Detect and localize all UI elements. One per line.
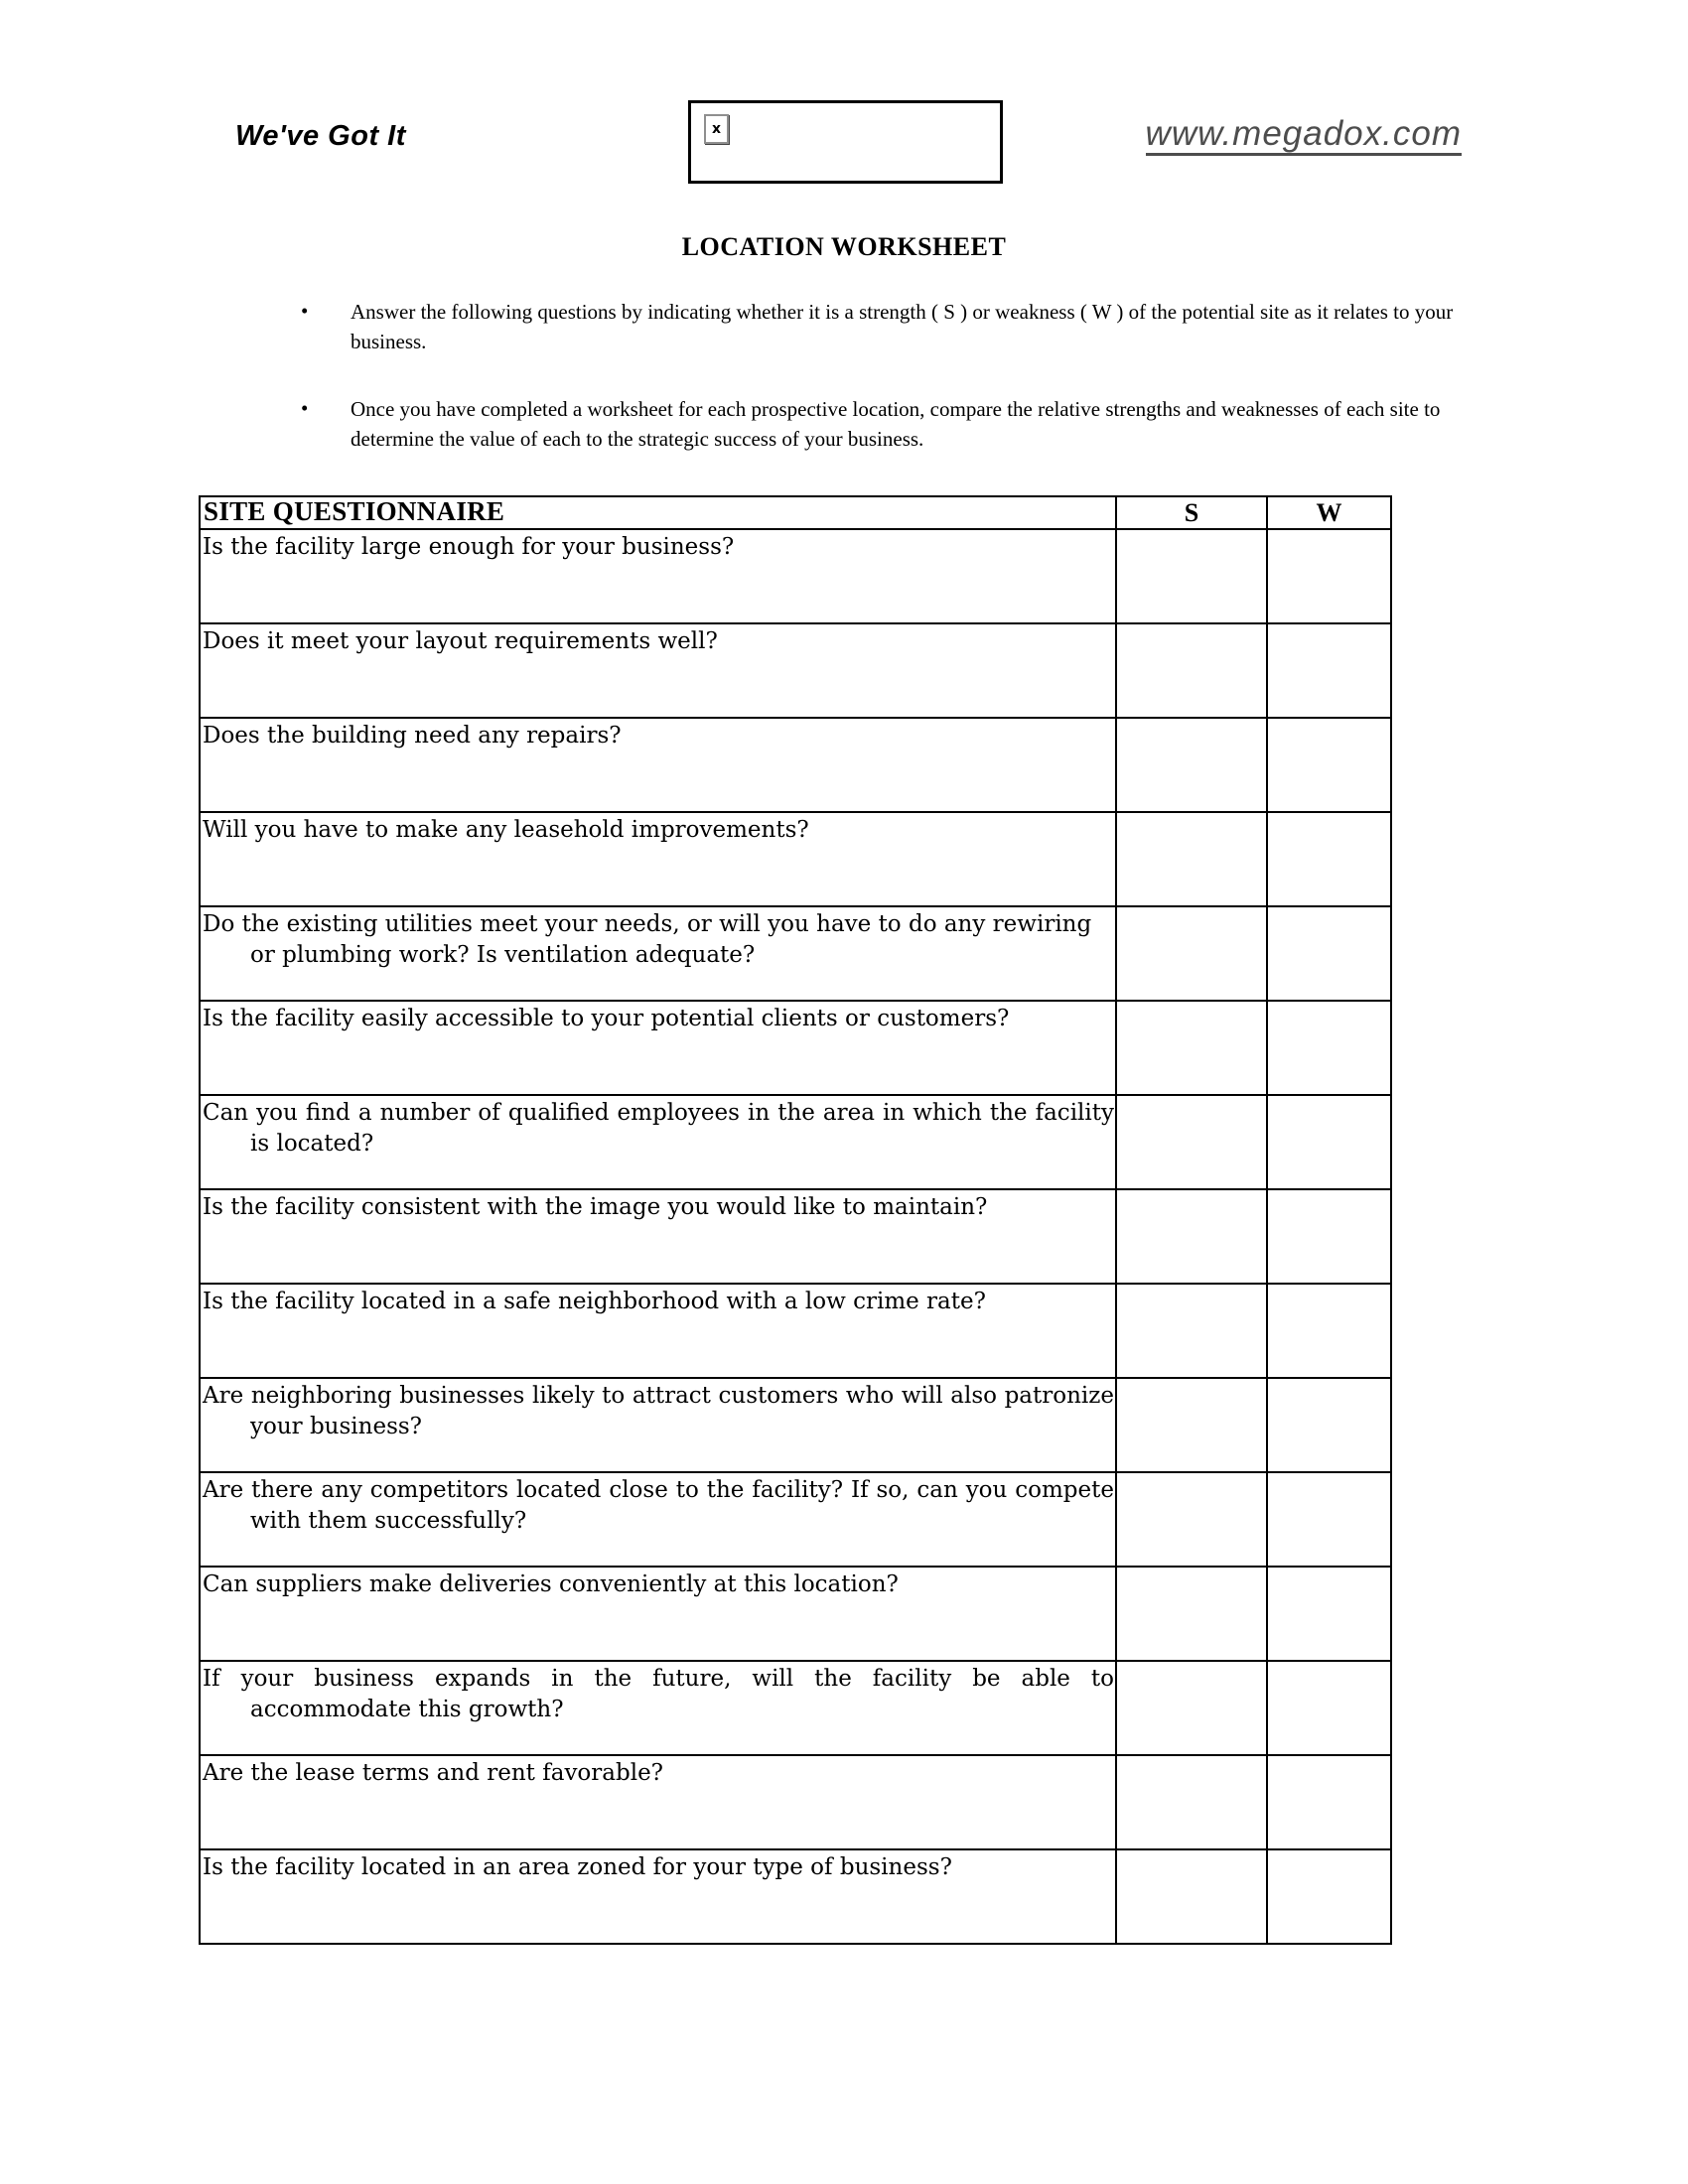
weakness-answer-cell[interactable] [1267, 1378, 1391, 1472]
question-cell: Can suppliers make deliveries conveniently at this location? [200, 1567, 1116, 1661]
question-cell: Are there any competitors located close to the facility? If so, can you compete with them successfully? [200, 1472, 1116, 1567]
website-link[interactable]: www.megadox.com [1146, 115, 1462, 156]
brand-text: We've Got It [235, 120, 406, 152]
weakness-answer-cell[interactable] [1267, 812, 1391, 906]
broken-image-icon: x [704, 114, 729, 144]
question-cell: Is the facility large enough for your business? [200, 529, 1116, 623]
strength-answer-cell[interactable] [1116, 1095, 1267, 1189]
strength-answer-cell[interactable] [1116, 623, 1267, 718]
weakness-answer-cell[interactable] [1267, 1472, 1391, 1567]
strength-answer-cell[interactable] [1116, 1189, 1267, 1284]
page-title: LOCATION WORKSHEET [681, 232, 1007, 261]
instruction-text: Once you have completed a worksheet for each prospective location, compare the relative strengths and weaknesses of each site to determine the value of each to the strategic success of your business. [351, 397, 1441, 451]
weakness-answer-cell[interactable] [1267, 1849, 1391, 1944]
table-row [200, 1849, 1391, 1944]
column-header-question: SITE QUESTIONNAIRE [200, 496, 1116, 529]
question-cell: Is the facility located in a safe neighborhood with a low crime rate? [200, 1284, 1116, 1378]
strength-answer-cell[interactable] [1116, 1378, 1267, 1472]
question-cell: Is the facility consistent with the image you would like to maintain? [200, 1189, 1116, 1284]
question-cell: Does the building need any repairs? [200, 718, 1116, 812]
question-cell: If your business expands in the future, will the facility be able to accommodate this growth? [200, 1661, 1116, 1755]
weakness-answer-cell[interactable] [1267, 1661, 1391, 1755]
instruction-item [301, 297, 1458, 356]
weakness-answer-cell[interactable] [1267, 623, 1391, 718]
instruction-item [301, 394, 1458, 454]
table-row [200, 1661, 1391, 1755]
table-row [200, 1095, 1391, 1189]
weakness-answer-cell[interactable] [1267, 1284, 1391, 1378]
table-row [200, 906, 1391, 1001]
instruction-text: Answer the following questions by indicating whether it is a strength ( S ) or weakness ( W ) of the potential site as it relates to your business. [351, 300, 1454, 353]
weakness-answer-cell[interactable] [1267, 1755, 1391, 1849]
strength-answer-cell[interactable] [1116, 718, 1267, 812]
weakness-answer-cell[interactable] [1267, 1095, 1391, 1189]
strength-answer-cell[interactable] [1116, 812, 1267, 906]
table-row [200, 1567, 1391, 1661]
strength-answer-cell[interactable] [1116, 529, 1267, 623]
bullet-icon: • [301, 396, 309, 420]
strength-answer-cell[interactable] [1116, 1001, 1267, 1095]
weakness-answer-cell[interactable] [1267, 1189, 1391, 1284]
question-cell: Does it meet your layout requirements well? [200, 623, 1116, 718]
bullet-icon: • [301, 299, 309, 323]
strength-answer-cell[interactable] [1116, 1472, 1267, 1567]
site-questionnaire-table [199, 495, 1392, 1945]
question-cell: Are neighboring businesses likely to attract customers who will also patronize your business? [200, 1378, 1116, 1472]
table-row [200, 529, 1391, 623]
column-header-strength: S [1116, 496, 1267, 529]
weakness-answer-cell[interactable] [1267, 1567, 1391, 1661]
strength-answer-cell[interactable] [1116, 1284, 1267, 1378]
column-header-weakness: W [1267, 496, 1391, 529]
weakness-answer-cell[interactable] [1267, 1001, 1391, 1095]
table-row [200, 718, 1391, 812]
table-header-row [200, 496, 1391, 529]
question-cell: Do the existing utilities meet your needs, or will you have to do any rewiring or plumbing work? Is ventilation adequate? [200, 906, 1116, 1001]
table-row [200, 1378, 1391, 1472]
strength-answer-cell[interactable] [1116, 1567, 1267, 1661]
table-row [200, 812, 1391, 906]
strength-answer-cell[interactable] [1116, 906, 1267, 1001]
question-cell: Is the facility located in an area zoned for your type of business? [200, 1849, 1116, 1944]
weakness-answer-cell[interactable] [1267, 906, 1391, 1001]
question-cell: Are the lease terms and rent favorable? [200, 1755, 1116, 1849]
table-row [200, 1755, 1391, 1849]
table-row [200, 1001, 1391, 1095]
table-row [200, 1284, 1391, 1378]
question-cell: Is the facility easily accessible to your potential clients or customers? [200, 1001, 1116, 1095]
question-cell: Will you have to make any leasehold improvements? [200, 812, 1116, 906]
strength-answer-cell[interactable] [1116, 1661, 1267, 1755]
strength-answer-cell[interactable] [1116, 1755, 1267, 1849]
table-row [200, 1189, 1391, 1284]
weakness-answer-cell[interactable] [1267, 718, 1391, 812]
weakness-answer-cell[interactable] [1267, 529, 1391, 623]
question-cell: Can you find a number of qualified employees in the area in which the facility is located? [200, 1095, 1116, 1189]
strength-answer-cell[interactable] [1116, 1849, 1267, 1944]
table-row [200, 623, 1391, 718]
table-row [200, 1472, 1391, 1567]
logo-image-placeholder [688, 100, 1003, 184]
